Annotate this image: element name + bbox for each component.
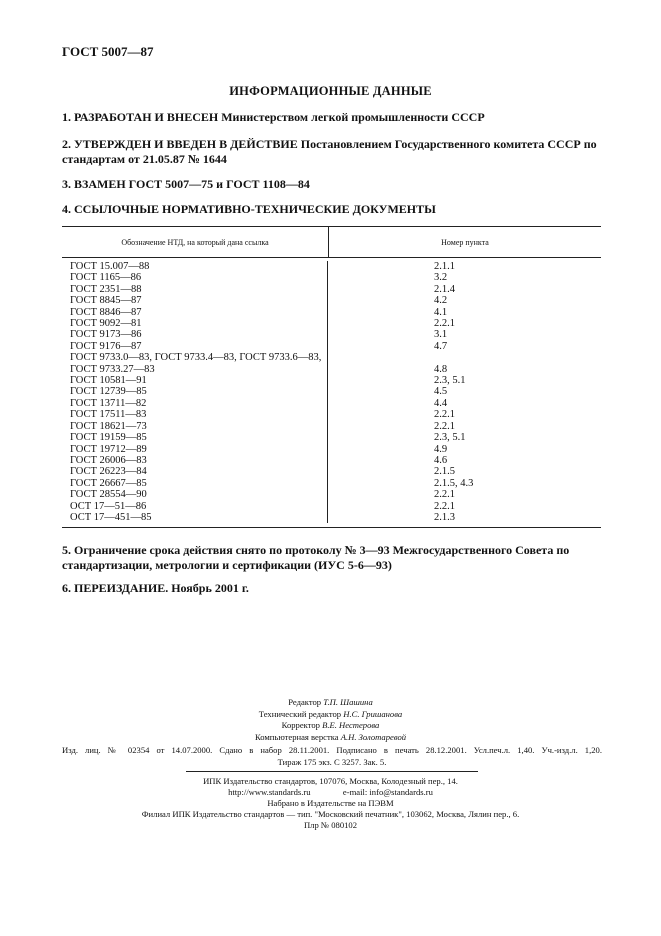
credit-name: Н.С. Гришанова [343,708,403,719]
publisher-site: http://www.standards.ru [228,787,311,797]
credit-label: Компьютерная верстка [254,731,339,742]
table-cell-document: ГОСТ 8846—87 [70,306,142,318]
table-cell-document: ГОСТ 15.007—88 [70,261,150,272]
table-cell-point: 2.1.5, 4.3 [434,477,474,489]
table-cell-point: 4.8 [434,363,448,375]
table-cell-point: 4.5 [434,386,448,398]
item-number: 2. [62,137,71,151]
table-cell-document: ГОСТ 26667—85 [70,477,147,489]
item-text: Министерством легкой промышленности СССР [221,110,485,124]
table-cell-point: 3.2 [434,272,448,284]
credit-layout [0,732,661,744]
info-item-6 [62,581,602,596]
table-cell-document: ГОСТ 26006—83 [70,454,147,466]
publisher-block [0,776,661,831]
gost-header: ГОСТ 5007—87 [62,44,154,59]
table-cell-point: 4.6 [434,454,448,466]
credit-editor [0,697,661,709]
imprint-line-1: Изд. лиц. № 02354 от 14.07.2000. Сдано в набор 28.11.2001. Подписано в печать 28.12.2001. Усл.печ.л. 1,40. Уч.-изд.л. 1,20. [62,745,602,755]
item-lead: ССЫЛОЧНЫЕ НОРМАТИВНО-ТЕХНИЧЕСКИЕ ДОКУМЕНТЫ [74,202,436,216]
table-cell-point: 2.3, 5.1 [434,375,466,387]
imprint-line-2: Тираж 175 экз. С 3257. Зак. 5. [277,756,387,767]
table-cell-document: ГОСТ 13711—82 [70,397,147,409]
table-cell-document: ГОСТ 19712—89 [70,443,147,455]
credit-label: Корректор [281,720,320,730]
info-item-4 [62,202,602,217]
table-cell-point: 2.3, 5.1 [434,432,466,444]
item-number: 6. [62,581,71,595]
table-cell-document: ГОСТ 8845—87 [70,295,142,307]
table-cell-point: 2.2.1 [434,318,455,330]
table-cell-document: ОСТ 17—51—86 [70,500,147,512]
table-cell-point: 4.7 [434,340,448,352]
info-item-2 [62,137,602,167]
table-cell-point: 2.1.3 [434,511,455,523]
table-cell-point: 4.1 [434,306,448,318]
info-item-5 [62,543,602,573]
publisher-line-2 [0,787,661,798]
table-cell-point: 2.2.1 [434,409,455,421]
table-cell-document: ГОСТ 2351—88 [70,283,142,295]
table-cell-document: ОСТ 17—451—85 [70,511,152,523]
table-cell-document: ГОСТ 17511—83 [70,409,147,421]
item-number: 3. [62,177,71,191]
table-cell-point: 2.1.5 [434,466,455,478]
credit-proofreader [0,720,661,732]
credit-label: Редактор [288,697,322,707]
table-cell-document: ГОСТ 9733.27—83 [70,363,155,375]
publisher-email: e-mail: info@standards.ru [342,787,433,797]
table-cell-point: 2.2.1 [434,420,455,432]
publisher-line-5: Плр № 080102 [303,820,358,830]
table-header [62,227,601,258]
column-header-point: Номер пункта [441,237,489,247]
table-cell-point: 4.9 [434,443,448,455]
credits-block [0,697,661,743]
table-body [62,258,601,527]
table-cell-document: ГОСТ 18621—73 [70,420,147,432]
credit-name: А.Н. Золотаревой [340,731,407,742]
table-cell-document: ГОСТ 9176—87 [70,340,142,352]
section-title: ИНФОРМАЦИОННЫЕ ДАННЫЕ [229,84,432,98]
point-column [328,261,601,523]
table-cell-document: ГОСТ 9092—81 [70,318,142,330]
table-cell-document: ГОСТ 28554—90 [70,489,147,501]
publisher-line-4: Филиал ИПК Издательство стандартов — тип. "Московский печатник", 103062, Москва, Лялин пер., 6. [141,809,520,819]
table-cell-point: 2.2.1 [434,500,455,512]
table-cell-point: 4.4 [434,397,448,409]
table-cell-point: 2.1.1 [434,261,455,272]
info-item-3 [62,177,602,192]
item-lead: УТВЕРЖДЕН И ВВЕДЕН В ДЕЙСТВИЕ [74,137,298,151]
item-lead: Ограничение срока действия снято по протоколу № 3—93 Межгосударственного Совета по стандартизации, метрологии и сертификации (ИУС 5-6—93) [62,543,570,572]
table-cell-point: 3.1 [434,329,448,341]
item-number: 1. [62,110,71,124]
imprint-block [62,745,602,768]
table-cell-document: ГОСТ 19159—85 [70,432,147,444]
table-cell-document: ГОСТ 9733.0—83, ГОСТ 9733.4—83, ГОСТ 9733.6—83, [70,352,322,364]
table-cell-document: ГОСТ 9173—86 [70,329,142,341]
divider [186,771,478,772]
table-cell-document: ГОСТ 10581—91 [70,375,147,387]
table-cell-document: ГОСТ 1165—86 [70,272,142,284]
credit-label: Технический редактор [258,708,342,719]
item-lead: РАЗРАБОТАН И ВНЕСЕН [74,110,219,124]
reference-documents-table [62,226,601,528]
table-cell-point: 2.1.4 [434,283,455,295]
item-lead: ПЕРЕИЗДАНИЕ. Ноябрь 2001 г. [74,581,249,595]
document-column [62,261,328,523]
publisher-line-3: Набрано в Издательстве на ПЭВМ [267,798,394,808]
column-header-document: Обозначение НТД, на который дана ссылка [62,227,329,257]
credit-name: В.Е. Нестерова [322,720,380,730]
table-cell-document: ГОСТ 26223—84 [70,466,147,478]
info-item-1 [62,110,602,125]
table-cell-point: 4.2 [434,295,448,307]
item-lead: ВЗАМЕН ГОСТ 5007—75 и ГОСТ 1108—84 [74,177,310,191]
credit-name: Т.П. Шашина [323,697,373,707]
credit-tech-editor [0,709,661,721]
table-cell-point: 2.2.1 [434,489,455,501]
item-number: 4. [62,202,71,216]
table-cell-point [434,352,601,363]
publisher-line-1: ИПК Издательство стандартов, 107076, Москва, Колодезный пер., 14. [203,776,458,786]
item-number: 5. [62,543,71,557]
table-cell-document: ГОСТ 12739—85 [70,386,147,398]
item-text: Постановлением Государственного комитета СССР по стандартам от 21.05.87 № 1644 [62,137,597,166]
